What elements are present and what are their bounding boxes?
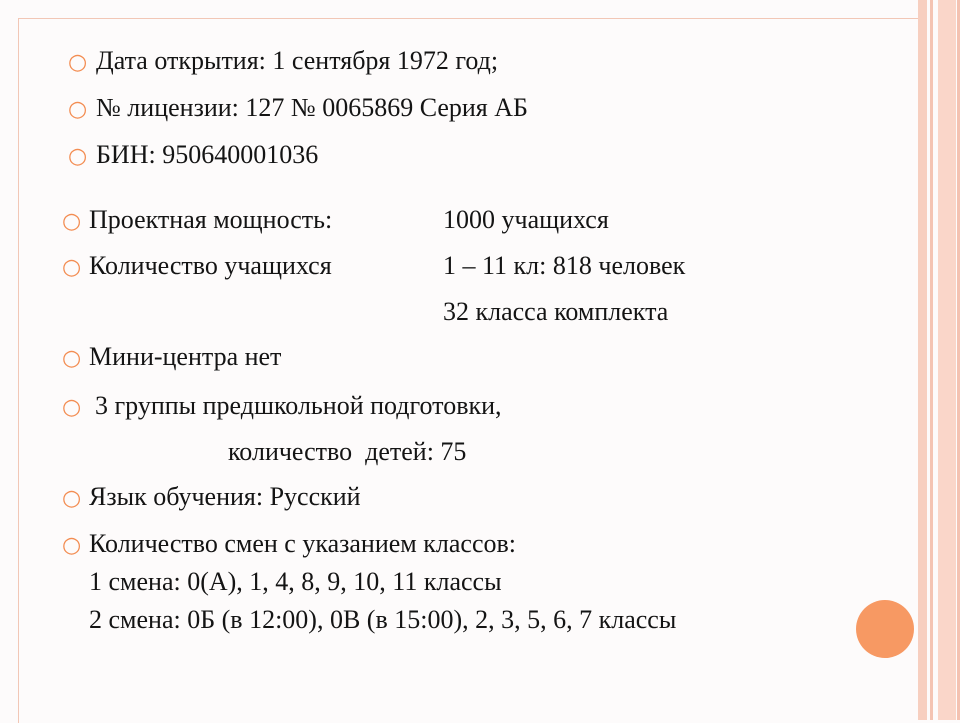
shift-1: 1 смена: 0(А), 1, 4, 8, 9, 10, 11 классы (89, 567, 502, 596)
bullet-icon: ○ (68, 50, 88, 75)
bullet-icon: ○ (68, 144, 88, 169)
capacity-label: Проектная мощность: (89, 205, 333, 234)
preschool-groups: 3 группы предшкольной подготовки, (95, 391, 502, 420)
decorative-circle (856, 600, 914, 658)
bullet-icon: ○ (62, 486, 82, 511)
bullet-icon: ○ (68, 97, 88, 122)
bullet-icon: ○ (62, 395, 82, 420)
decorative-stripe (938, 0, 956, 720)
bullet-icon: ○ (62, 533, 82, 558)
capacity-value: 1000 учащихся (443, 205, 609, 234)
shifts-title: Количество смен с указанием классов: (89, 529, 516, 558)
decorative-stripe (918, 0, 927, 720)
decorative-stripe (930, 0, 933, 720)
language: Язык обучения: Русский (89, 482, 361, 511)
shift-2: 2 смена: 0Б (в 12:00), 0В (в 15:00), 2, 3, 5, 6, 7 классы (89, 605, 677, 634)
classes-value: 32 класса комплекта (443, 297, 669, 326)
license-number: № лицензии: 127 № 0065869 Серия АБ (96, 93, 528, 122)
bin-number: БИН: 950640001036 (96, 140, 319, 169)
children-count: количество детей: 75 (228, 437, 467, 466)
students-label: Количество учащихся (89, 251, 332, 280)
students-value: 1 – 11 кл: 818 человек (443, 251, 686, 280)
bullet-icon: ○ (62, 346, 82, 371)
mini-center: Мини-центра нет (89, 342, 282, 371)
bullet-icon: ○ (62, 209, 82, 234)
opening-date: Дата открытия: 1 сентября 1972 год; (96, 46, 499, 75)
bullet-icon: ○ (62, 255, 82, 280)
